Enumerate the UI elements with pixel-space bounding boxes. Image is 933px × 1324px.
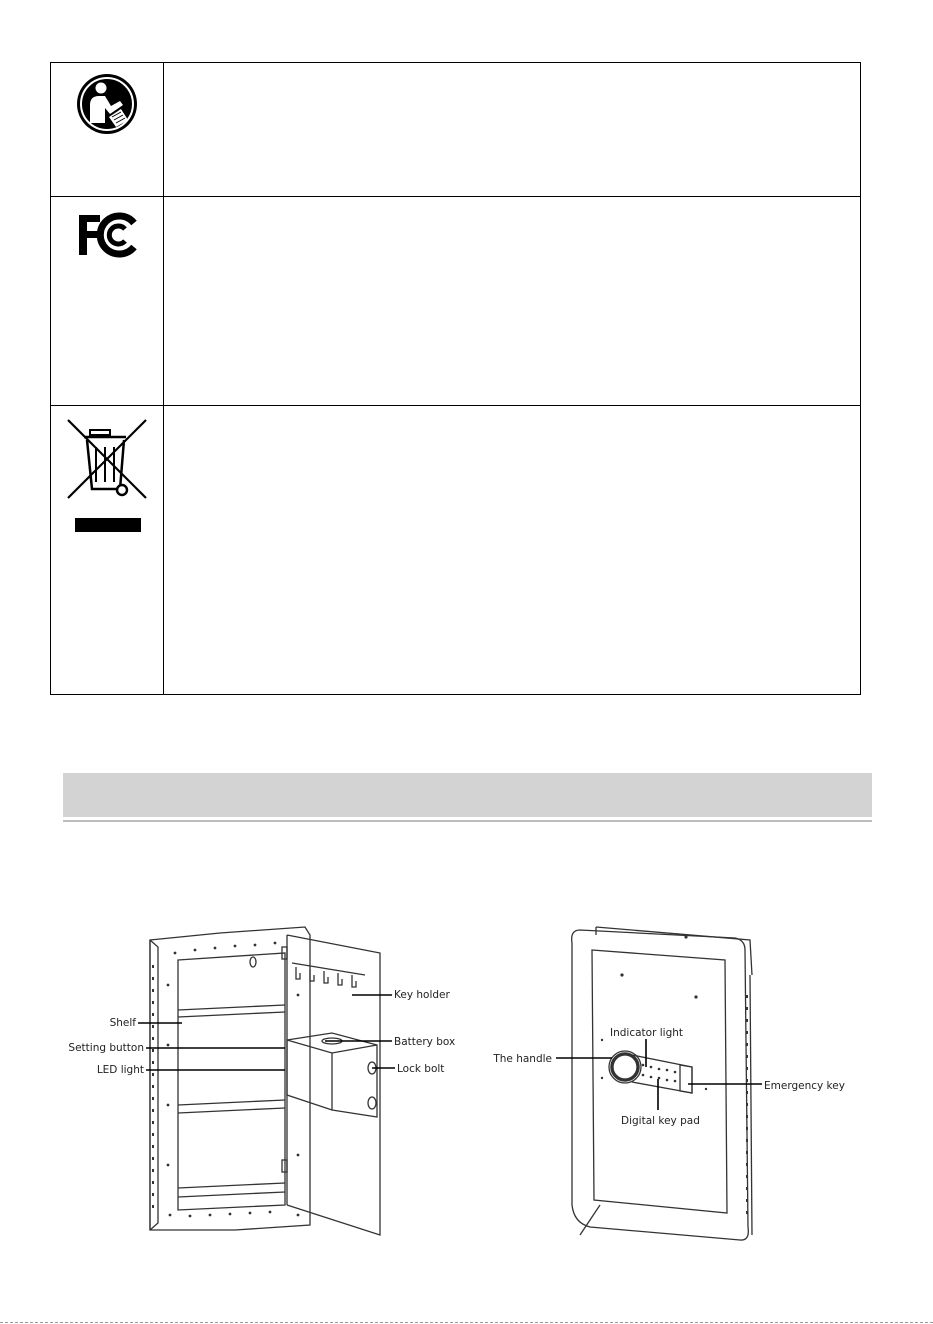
symbol-row-manual [51, 63, 861, 197]
label-lock-bolt: Lock bolt [397, 1063, 445, 1075]
symbol-row-weee [51, 406, 861, 695]
label-setting-button: Setting button [68, 1042, 144, 1054]
label-led-light: LED light [96, 1064, 144, 1076]
symbol-row-fcc [51, 197, 861, 406]
crossed-out-wheelie-bin-icon [64, 416, 150, 536]
label-shelf: Shelf [109, 1017, 136, 1029]
label-battery-box: Battery box [394, 1036, 456, 1048]
section-header-bar [63, 773, 872, 817]
closed-safe-drawing [480, 905, 870, 1250]
figure-open-safe [70, 905, 480, 1245]
section-divider [63, 820, 872, 822]
label-key-holder: Key holder [394, 989, 450, 1001]
symbols-table [50, 62, 861, 695]
label-the-handle: The handle [493, 1053, 552, 1065]
symbol-icon-cell [51, 63, 164, 197]
label-indicator-light: Indicator light [610, 1027, 684, 1039]
symbol-text-cell [164, 63, 861, 197]
label-emergency-key: Emergency key [764, 1080, 845, 1092]
open-safe-drawing [70, 905, 480, 1245]
symbol-text-cell [164, 406, 861, 695]
label-digital-key-pad: Digital key pad [621, 1115, 700, 1127]
symbol-icon-cell [51, 197, 164, 406]
figure-closed-safe [480, 905, 870, 1250]
symbol-text-cell [164, 197, 861, 406]
fcc-logo-icon [76, 211, 138, 259]
read-manual-icon [76, 73, 138, 135]
symbol-icon-cell [51, 406, 164, 695]
